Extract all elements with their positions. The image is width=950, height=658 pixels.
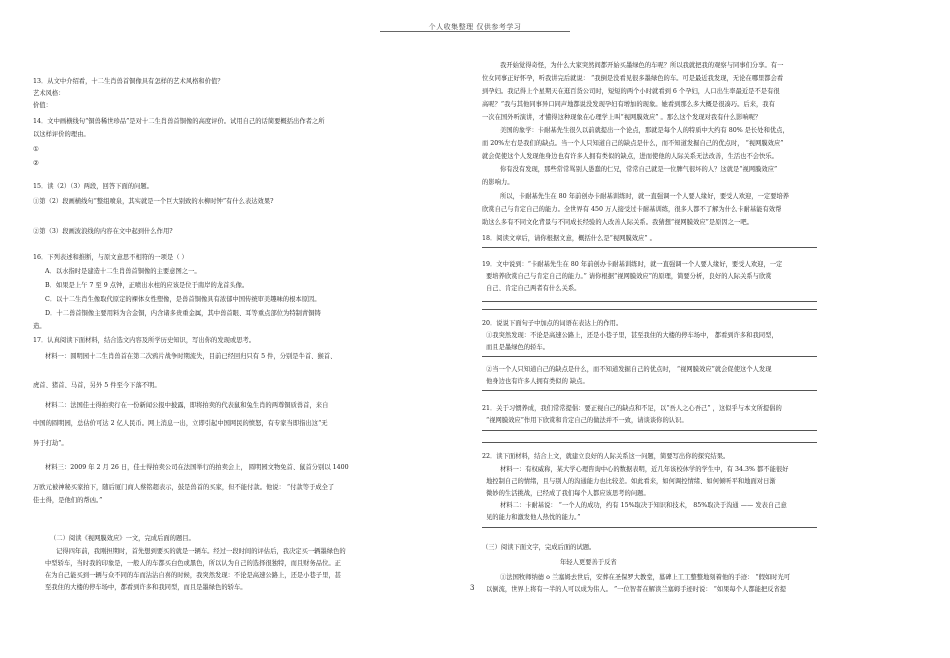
answer-line xyxy=(482,527,817,528)
left-line: B．如果是上午 7 至 9 点钟，正喷出水柱的应该是位于南岸的龙首头像。 xyxy=(45,282,249,289)
right-line: 年轻人更要善于反省 xyxy=(560,559,617,566)
answer-line xyxy=(482,390,817,391)
left-line: ② xyxy=(33,160,39,167)
right-line: 所以，卡耐基先生在 80 年前创办卡耐基训练时，就一直强调一个人要人缘好，要受人欢迎，一定要培养 xyxy=(500,193,790,200)
right-line: 位女同事正好怀孕，听我讲完后就说： “我倒是没看见很多墨绿色的车。可是最近我发现，无论在哪里都会看 xyxy=(482,75,784,82)
right-line: ①法国牧师纳德 o 兰塞姆去世后，安葬在圣保罗大教堂，墓碑上工工整整地刻着他的手迹： “假如时光可 xyxy=(500,574,791,581)
left-line: 中型轿车，当时我的印象是，一般人的车都买白色或黑色，所以认为自己的选择很独特，而且财务品位。正 xyxy=(45,560,341,567)
left-line: ① xyxy=(33,146,39,153)
left-line: 万欧元被神秘买家拍下，随后厦门商人蔡铭超表示，鼓是兽首的买家，但不能付款。他说： “付款等于成全了 xyxy=(33,484,335,491)
right-line: 欣赏自己与肯定自己的能力。全世界有 450 万人接受过卡耐基训练，很多人都不了解为什么卡耐基能有效帮 xyxy=(482,206,782,213)
left-line: 佳士得，是他们的帮凶。” xyxy=(33,497,103,504)
left-line: 材料三：2009 年 2 月 26 日，佳士得拍卖公司在法国举行的拍卖会上， 圆明园文物免首、鼠首分别以 1400 xyxy=(45,464,349,471)
right-line: 19．文中说到：“卡耐基先生在 80 年前创办卡耐基训练时，就一直强调一个人要人缘好，要受人欢迎，一定 xyxy=(482,261,783,268)
left-line: 17．认真阅读下面材料，结合选文内容及所学历史知识，写出你的发现或思考。 xyxy=(33,337,256,344)
right-line: 材料一：有权威称，某大学心理咨询中心的数据表明，近几年该校休学的学生中，有 34.3% 都不能很好 xyxy=(500,466,789,473)
left-line: 价值： xyxy=(33,102,52,109)
left-line: 15．读（2）（3）两段，回答下面的问题。 xyxy=(33,183,153,190)
answer-line xyxy=(482,247,817,248)
left-line: 造。 xyxy=(33,323,46,330)
right-line: 我开始觉得奇怪，为什么大家突然间都开始买墨绿色的车呢？所以我就把我的观察与同事们分享。有一 xyxy=(500,62,784,69)
left-line: A．以水指时是建造十二生肖兽首铜像的主要意图之一。 xyxy=(45,268,201,275)
right-line: 20．说说下面句子中加点的词语在表达上的作用。 xyxy=(482,320,623,327)
header-rule xyxy=(380,31,570,32)
right-line: 22．读下面材料，结合上文，就建立良好的人际关系这一问题，简要写出你的探究结果。 xyxy=(482,453,730,460)
right-line: 的影响力。 xyxy=(482,179,514,186)
right-line: 到孕妇。我记得上个星期天在逛百货公司时，短短的两个小时就看到 6 个孕妇，人口出生率最近是不是有很 xyxy=(482,88,780,95)
left-line: 14．文中画横线句“铜兽稀世珍品”是对十二生肖兽首铜像的高度评价。试用自己的话简要概括出作者之所 xyxy=(33,118,325,125)
right-line: 见的能力和激发他人热忱的能力。” xyxy=(486,514,581,521)
left-line: ①第（2）段画横线句“整组喷泉，其实就是一个巨大别致的水柳时钟”有什么表达效果? xyxy=(33,198,274,205)
right-line: 一次在国外听演讲，才懂得这种现象在心理学上叫“视网膜效应” 。那么这个发现对我有什么影响呢？ xyxy=(482,114,762,121)
left-line: 材料一：圆明园十二生肖兽首在第二次鸦片战争时期流失，目前已经回归只有 5 件，分别是牛首、猴首、 xyxy=(45,353,337,360)
left-line: 材料二：法国佳士得拍卖行在一份新闻公报中披露，即将拍卖的代表鼠和兔生肖的两尊铜质兽首，来自 xyxy=(45,402,329,409)
right-line: 地控制自己的情绪，且与别人的沟通能力也比较差。如此看来，如何调控情绪、如何倾听平和地面对日渐 xyxy=(486,478,776,485)
right-line: 以倒流，世界上将有一半的人可以成为伟人。 ”一位智者在解读兰塞姆手迹时说： “如果每个人都能把反省提 xyxy=(486,586,787,593)
right-line: ②当一个人只知道自己的缺点是什么，而不知道发掘自己的优点时， “视网膜效应”就会促使这个人发现 xyxy=(486,366,772,373)
answer-line xyxy=(482,442,817,443)
left-line: 艺术风格： xyxy=(33,90,65,97)
page-header: 个人收集整理 仅供参考学习 xyxy=(428,23,522,31)
left-line: 13．从文中介绍看，十二生肖兽首铜像具有怎样的艺术风格和价值？ xyxy=(33,78,224,85)
right-line: 18．阅读文章后，请你根据文意，概括什么是“视网膜效应” 。 xyxy=(482,235,656,242)
answer-line xyxy=(482,301,817,302)
right-line: 微妙的生活挑战，已经成了我们每个人都应该思考的问题。 xyxy=(486,490,650,497)
left-line: C．以十二生肖生像取代原定的裸体女性塑像，是兽首铜像具有浓郁中国传统审美趣味的根本原因。 xyxy=(45,296,321,303)
right-line: 你有没有发现，那些常常骂别人愚蠢的仁兄，常常自己就是一位脾气很坏的人？这就是“视网膜效应” xyxy=(500,166,778,173)
answer-line xyxy=(482,356,817,357)
left-line: D．十二兽首铜像主要用料为合金铜，内含诸多贵重金属，其中兽首眼、耳等重点部位为特制青铜铸 xyxy=(45,310,321,317)
right-line: 21．关于习惯养成，我们常常提倡：要正视自己的缺点和不足，以“吾人之心吾己” ，这似乎与本文所提倡的 xyxy=(482,405,782,412)
left-line: 虎首、猪首、马首，另外 5 件至今下落不明。 xyxy=(33,382,161,389)
right-line: 助这么多有不同文化背景与不同成长经验的人改善人际关系。我猜想“视网膜效应”是原因之一吧。 xyxy=(482,219,753,226)
left-line: 16．下列表述和推断，与原文意思不相符的一项是（ ） xyxy=(33,254,188,261)
left-line: 在为自己能买到一辆与众不同的车而沾沾自喜的时候，我突然发现：不论是高速公路上，还是小巷子里，甚 xyxy=(45,572,341,579)
page-number: 3 xyxy=(470,584,475,592)
left-line: 中国的圆明园，总估价可达 2 亿人民币。网上消息一出，立即引起中国网民的愤怒，有专家当即指出这“无 xyxy=(33,420,328,427)
right-line: 他身边也有许多人拥有类似的 缺点。 xyxy=(486,378,589,385)
right-line: 而 20%左右是我们的缺点。当一个人只知道自己的缺点是什么，而不知道发掘自己的优点时， “视网膜效应” xyxy=(482,140,784,147)
right-line: 自己、肯定自己两者有什么关系。 xyxy=(486,285,581,292)
answer-line xyxy=(482,430,817,431)
left-line: ②第（3）段画波浪线的内容在文中起到什么作用? xyxy=(33,228,173,235)
left-line: 以这样评价的理由。 xyxy=(33,131,90,138)
left-line: 记得四年前，我刚担期时，首先想到要买的就是一辆车。经过一段时间的评估后，我决定买一辆墨绿色的 xyxy=(56,548,346,555)
right-line: 就会促使这个人发现他身边也有许多人拥有类似的缺点，进而使他的人际关系无法改善，生活也不会快乐。 xyxy=(482,153,778,160)
left-line: （二）阅读《视网膜效应》一文，完成后面的题目。 xyxy=(50,535,195,542)
right-line: “视网膜效应”作用下欣赏和肯定自己的做法并不一致，请谈谈你的认识。 xyxy=(486,417,688,424)
answer-line xyxy=(482,309,817,310)
right-line: 高呢？”我与其他同事异口同声地都说没发现孕妇有增加的现象。她看到那么多大概是很凑巧。后来，我有 xyxy=(482,101,775,108)
right-line: 而且是墨绿色的轿车。 xyxy=(486,344,549,351)
right-line: 美国的象学：卡耐基先生很久以前就提出一个论点，那就是每个人的特质中大约有 80% 是长处和优点， xyxy=(500,127,789,134)
right-line: （三）阅读下面文字，完成后面的试题。 xyxy=(482,544,596,551)
left-line: 异于打劫”。 xyxy=(33,440,68,447)
left-line: 至我住的大楼的停车场中，都看到许多和我同型，而且是墨绿色的轿车。 xyxy=(45,584,247,591)
right-line: ①我突然发现：不论是高速公路上，还是小巷子里，甚至我住的大楼的停车场中， 都看到许多和我同型， xyxy=(486,332,778,339)
right-line: 要培养欣赏自己与肯定自己的能力。” 请你根据“视网膜效应”的原理，简要分析，良好的人际关系与欣赏 xyxy=(486,273,772,280)
right-line: 材料二：卡耐基说： “一个人的成功，约有 15%取决于知识和技术， 85%取决于沟通 —— 发表自己意 xyxy=(500,502,787,509)
